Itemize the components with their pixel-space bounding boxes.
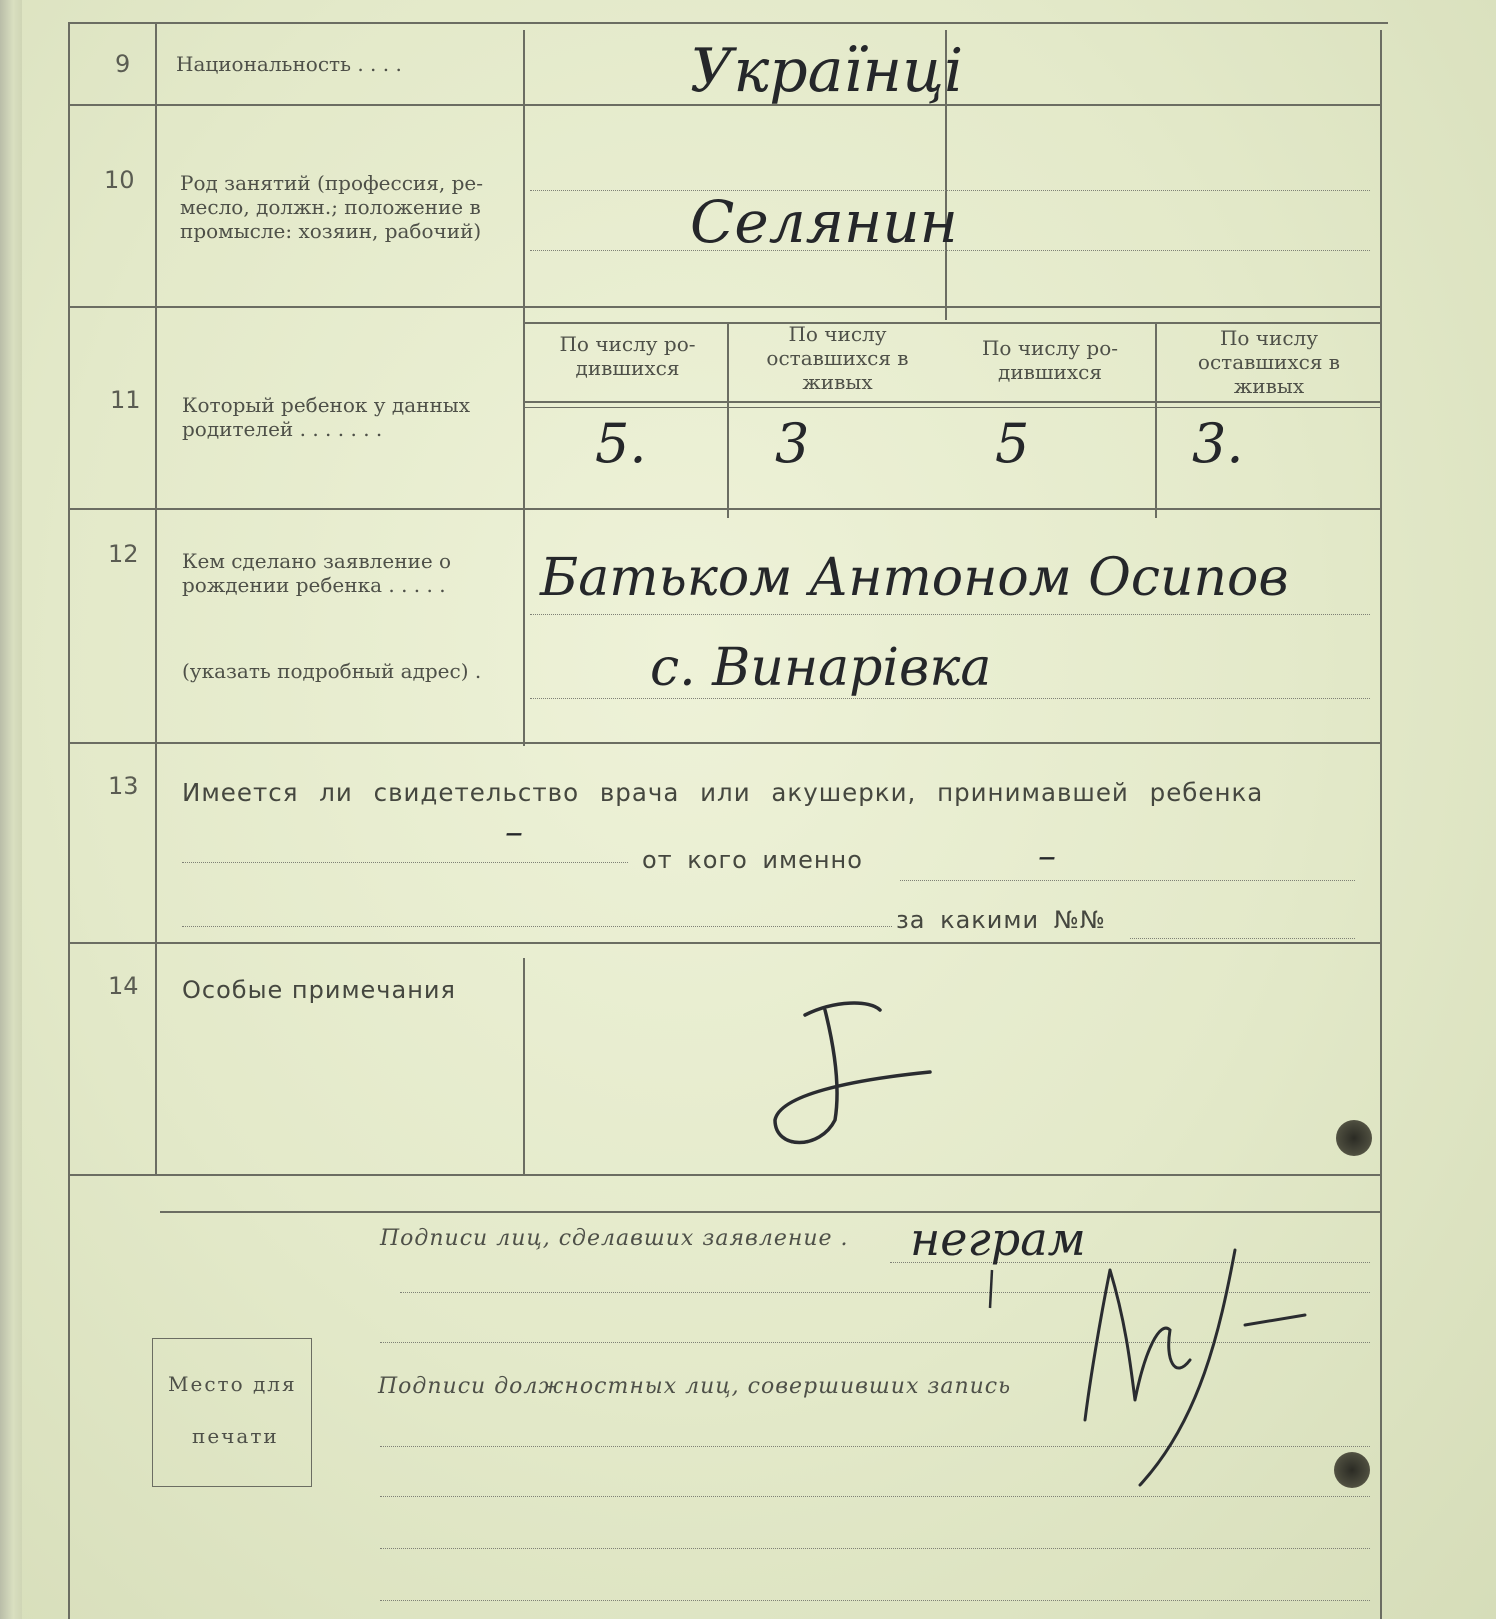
row-13-dash-2: – bbox=[1038, 836, 1056, 877]
col-head-born-2: По числу ро- дившихся bbox=[981, 336, 1119, 384]
col-head-alive-2: По числу оставшихся в живых bbox=[1197, 326, 1341, 398]
occupation-value: Селянин bbox=[690, 188, 958, 256]
stamp-label-line-1: Место для bbox=[168, 1372, 297, 1396]
stamp-label-line-2: печати bbox=[192, 1424, 279, 1448]
row-11-label-line-2: родителей . . . . . . . bbox=[182, 417, 383, 441]
declarant-value: Батьком Антоном Осипов bbox=[540, 548, 1289, 608]
row-10-label-line-3: промысле: хозяин, рабочий) bbox=[180, 219, 482, 243]
row-10-number: 10 bbox=[104, 166, 135, 194]
row-14-label: Особые примечания bbox=[182, 976, 456, 1004]
row-10-label-line-2: месло, должн.; положение в bbox=[180, 195, 481, 219]
remark-ink-mark bbox=[775, 1003, 930, 1142]
row-14-number: 14 bbox=[108, 972, 139, 1000]
row-12-label-line-1: Кем сделано заявление о bbox=[182, 549, 452, 573]
binder-hole-lower bbox=[1334, 1452, 1370, 1488]
row-13-number: 13 bbox=[108, 772, 139, 800]
nationality-value: Українці bbox=[690, 36, 964, 106]
row-13-dash-1: – bbox=[505, 812, 523, 853]
row-12-label-line-2: рождении ребенка . . . . . bbox=[182, 573, 446, 597]
declarant-signature: неграм bbox=[910, 1212, 1086, 1266]
row-9-label: Национальность . . . . bbox=[176, 52, 402, 76]
row-12-number: 12 bbox=[108, 540, 139, 568]
col-head-born-1: По числу ро- дившихся bbox=[559, 332, 696, 380]
row-11-label-line-1: Который ребенок у данных bbox=[182, 393, 470, 417]
born-count-2: 5 bbox=[995, 412, 1030, 475]
row-13-which-numbers: за какими №№ bbox=[896, 906, 1106, 934]
row-10-label-line-1: Род занятий (профессия, ре- bbox=[180, 171, 483, 195]
alive-count-1: 3 bbox=[775, 412, 810, 475]
row-12-address-label: (указать подробный адрес) . bbox=[182, 659, 482, 683]
officials-signature-label: Подписи должностных лиц, совершивших запись bbox=[378, 1374, 1012, 1399]
declarant-signature-tail bbox=[990, 1270, 992, 1308]
row-11-number: 11 bbox=[110, 386, 141, 414]
row-9-number: 9 bbox=[115, 50, 131, 78]
row-13-question: Имеется ли свидетельство врача или акушерки, принимавшей ребенка bbox=[182, 778, 1264, 807]
alive-count-2: 3. bbox=[1192, 412, 1244, 475]
declarants-signature-label: Подписи лиц, сделавших заявление . bbox=[380, 1226, 849, 1251]
row-13-from-whom: от кого именно bbox=[642, 846, 863, 874]
address-value: с. Винарівка bbox=[650, 638, 992, 698]
binder-hole-upper bbox=[1336, 1120, 1372, 1156]
col-head-alive-1: По числу оставшихся в живых bbox=[766, 322, 909, 394]
official-signature bbox=[1085, 1250, 1305, 1485]
born-count-1: 5. bbox=[595, 412, 647, 475]
